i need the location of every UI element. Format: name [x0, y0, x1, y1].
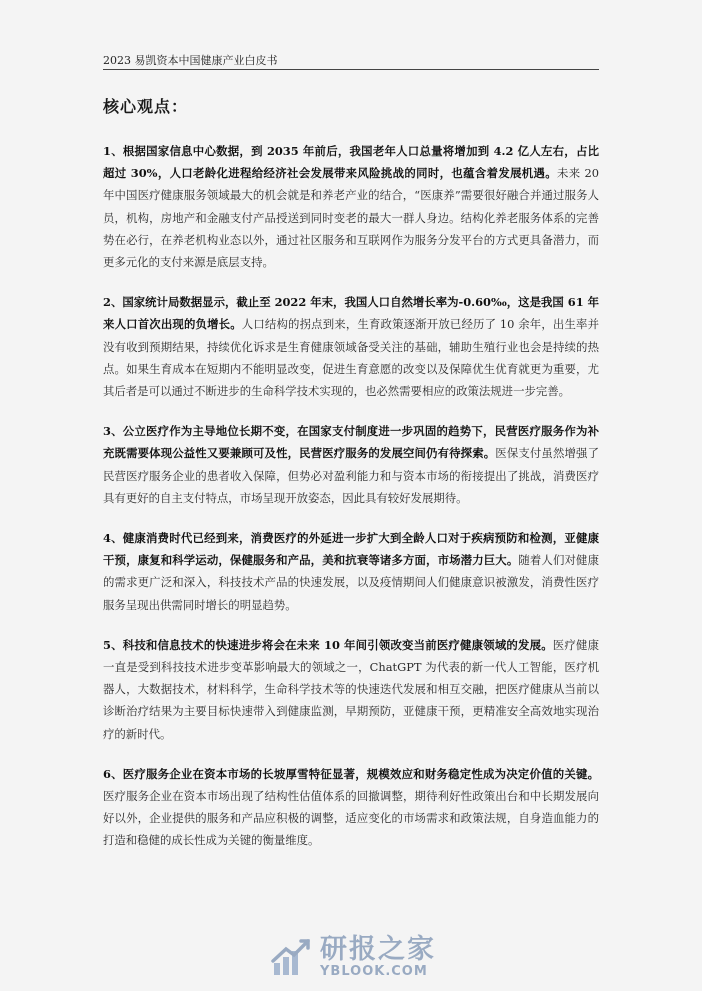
watermark-cn: 研报之家: [320, 934, 436, 965]
key-point-body: 医疗服务企业在资本市场出现了结构性估值体系的回撤调整，期待利好性政策出台和中长期发展向好以外，企业提供的服务和产品应积极的调整，适应变化的市场需求和政策法规，自身造血能力的打造和稳健的成长性成为关键的衡量维度。: [103, 789, 599, 848]
header-rule: [103, 69, 599, 70]
key-point-body: 医疗健康一直是受到科技技术进步变革影响最大的领域之一，ChatGPT 为代表的新一代人工智能，医疗机器人，大数据技术，材料科学，生命科学技术等的快速迭代发展和相互交融，把医疗健康从当前以诊断治疗结果为主要目标快速带入到健康监测，早期预防，亚健康干预，更精准安全高效地实现治疗的新时代。: [103, 637, 599, 741]
running-header: 2023 易凯资本中国健康产业白皮书: [103, 54, 278, 67]
key-point-body: 随着人们对健康的需求更广泛和深入，科技技术产品的快速发展，以及疫情期间人们健康意识被激发，消费性医疗服务呈现出供需同时增长的明显趋势。: [103, 553, 599, 612]
key-point-lead: 1、根据国家信息中心数据，到 2035 年前后，我国老年人口总量将增加到 4.2 亿人左右，占比超过 30%，人口老龄化进程给经济社会发展带来风险挑战的同时，也蕴含着发展机遇。: [103, 144, 599, 181]
key-points-list: [103, 140, 599, 870]
key-point-lead: 2、国家统计局数据显示，截止至 2022 年末，我国人口自然增长率为-0.60‰，这是我国 61 年来人口首次出现的负增长。: [103, 295, 599, 332]
watermark-logo: [270, 936, 436, 978]
key-point-5: [103, 634, 599, 745]
section-title: 核心观点：: [103, 97, 189, 116]
key-point-body: 医保支付虽然增强了民营医疗服务企业的患者收入保障，但势必对盈利能力和与资本市场的衔接提出了挑战，消费医疗具有更好的自主支付特点，市场呈现开放姿态，因此具有较好发展期待。: [103, 446, 599, 505]
key-point-body: 人口结构的拐点到来，生育政策逐渐开放已经历了 10 余年，出生率并没有收到预期结果，持续优化诉求是生育健康领域备受关注的基础，辅助生殖行业也会是持续的热点。如果生育成本在短期内不能明显改变，促进生育意愿的改变以及保障优生优育就更为重要，尤其后者是可以通过不断进步的生命科学技术实现的，也必然需要相应的政策法规进一步完善。: [103, 317, 599, 399]
key-point-6: [103, 763, 599, 852]
rising-chart-icon: [270, 937, 312, 977]
key-point-1: [103, 140, 599, 273]
key-point-4: [103, 527, 599, 616]
key-point-lead: 6、医疗服务企业在资本市场的长坡厚雪特征显著，规模效应和财务稳定性成为决定价值的关键。: [103, 766, 599, 781]
key-point-lead: 4、健康消费时代已经到来，消费医疗的外延进一步扩大到全龄人口对于疾病预防和检测，亚健康干预，康复和科学运动，保健服务和产品，美和抗衰等诸多方面，市场潜力巨大。: [103, 531, 599, 568]
key-point-2: [103, 291, 599, 402]
key-point-lead: 5、科技和信息技术的快速进步将会在未来 10 年间引领改变当前医疗健康领域的发展。: [103, 637, 553, 652]
watermark-en: YBLOOK.COM: [320, 964, 428, 979]
key-point-lead: 3、公立医疗作为主导地位长期不变，在国家支付制度进一步巩固的趋势下，民营医疗服务作为补充既需要体现公益性又要兼顾可及性，民营医疗服务的发展空间仍有待探索。: [103, 424, 599, 461]
key-point-3: [103, 420, 599, 509]
key-point-body: 未来 20 年中国医疗健康服务领域最大的机会就是和养老产业的结合，“医康养”需要很好融合并通过服务人员，机构，房地产和金融支付产品授送到同时变老的最大一群人身边。结构化养老服务体系的完善势在必行，在养老机构业态以外，通过社区服务和互联网作为服务分发平台的方式更具备潜力，而更多元化的支付来源是底层支持。: [103, 166, 599, 270]
